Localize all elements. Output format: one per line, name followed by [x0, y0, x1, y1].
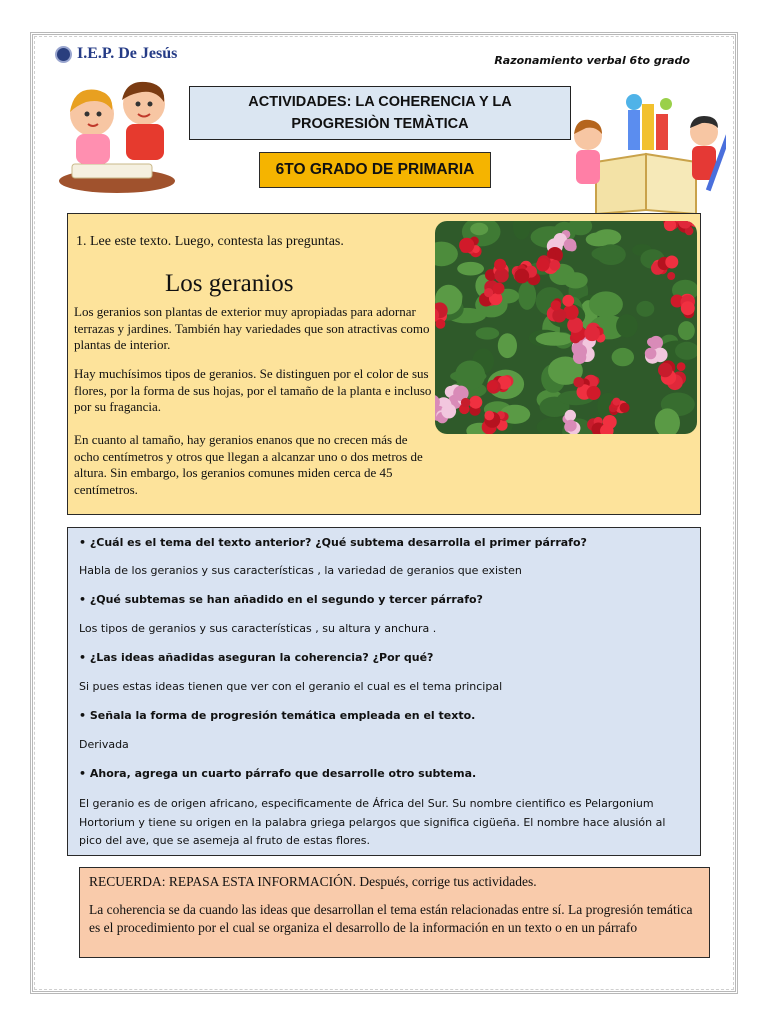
children-reading-illustration: [52, 76, 182, 196]
answer-2: Los tipos de geranios y sus características , su altura y anchura .: [79, 622, 437, 635]
question-3: • ¿Las ideas añadidas aseguran la coherencia? ¿Por qué?: [79, 651, 434, 664]
grade-label: 6TO GRADO DE PRIMARIA: [259, 152, 491, 188]
reading-title: Los geranios: [165, 270, 294, 297]
answer-3: Si pues estas ideas tienen que ver con el geranio el cual es el tema principal: [79, 680, 503, 693]
activity-title: ACTIVIDADES: LA COHERENCIA Y LA PROGRESIÒN TEMÀTICA: [189, 86, 571, 140]
reminder-text: La coherencia se da cuando las ideas que desarrollan el tema están relacionadas entre sí. La progresión temática es el procedimiento por el cual se organiza el desarrollo de la información en un texto o en un párrafo: [89, 902, 693, 935]
subject-label: Razonamiento verbal 6to grado: [494, 54, 690, 67]
reading-paragraph-2: Hay muchísimos tipos de geranios. Se distinguen por el color de sus flores, por la forma de sus hojas, por el tamaño de la planta e incluso por su fragancia.: [74, 366, 432, 414]
reading-instruction: 1. Lee este texto. Luego, contesta las preguntas.: [76, 234, 344, 249]
school-name: I.E.P. De Jesús: [77, 45, 178, 62]
reminder-section: [79, 867, 710, 958]
reading-paragraph-3: En cuanto al tamaño, hay geranios enanos que no crecen más de ocho centímetros y otros que llegan a alcanzar uno o dos metros de altura. Sin embargo, los geranios comunes miden cerca de 45 centímetros.: [74, 432, 423, 497]
red-geraniums-photo: [435, 221, 697, 434]
reading-paragraph-1: Los geranios son plantas de exterior muy apropiadas para adornar terrazas y jardines. También hay variedades que son atractivas como plantas de interior.: [74, 304, 430, 352]
school-logo: [55, 45, 177, 63]
answer-5: El geranio es de origen africano, especificamente de África del Sur. Su nombre cientifico es Pelargonium Hortorium y tiene su origen en la palabra griega pelargos que significa cigüeña. El nombre hace alusión al pico del ave, que se asemeja al fruto de estas flores.: [79, 797, 666, 847]
question-1: • ¿Cuál es el tema del texto anterior? ¿Qué subtema desarrolla el primer párrafo?: [79, 536, 587, 549]
school-seal-icon: [55, 46, 72, 63]
children-books-illustration: [566, 92, 726, 214]
questions-section: [67, 527, 701, 856]
question-2: • ¿Qué subtemas se han añadido en el segundo y tercer párrafo?: [79, 593, 483, 606]
answer-1: Habla de los geranios y sus características , la variedad de geranios que existen: [79, 564, 522, 577]
question-4: • Señala la forma de progresión temática empleada en el texto.: [79, 709, 476, 722]
reading-section: [67, 213, 701, 515]
answer-4: Derivada: [79, 738, 129, 751]
question-5: • Ahora, agrega un cuarto párrafo que desarrolle otro subtema.: [79, 767, 477, 780]
reminder-title: RECUERDA: REPASA ESTA INFORMACIÓN. Después, corrige tus actividades.: [89, 874, 537, 889]
